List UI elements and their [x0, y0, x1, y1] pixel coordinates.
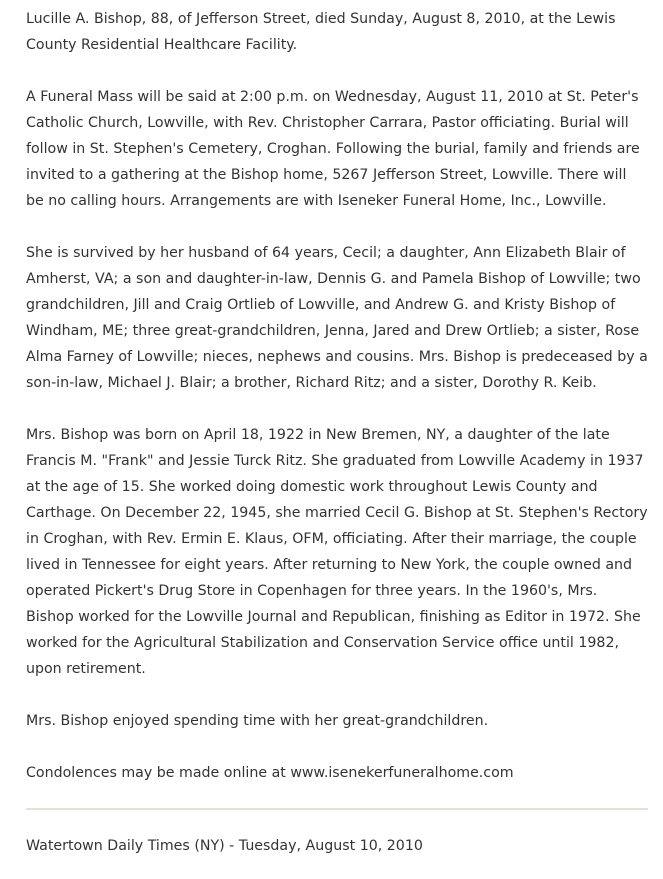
obituary-paragraph-hobbies: Mrs. Bishop enjoyed spending time with her great-grandchildren. — [26, 713, 489, 729]
section-divider — [26, 808, 648, 810]
publication-source: Watertown Daily Times (NY) - Tuesday, August 10, 2010 — [26, 838, 423, 854]
obituary-paragraph-condolences: Condolences may be made online at www.isenekerfuneralhome.com — [26, 765, 514, 781]
obituary-paragraph-biography: Mrs. Bishop was born on April 18, 1922 in New Bremen, NY, a daughter of the late Francis M. "Frank" and Jessie Turck Ritz. She graduated from Lowville Academy in 1937 at the age of 15. She worked doing domestic work throughout Lewis County and Carthage. On December 22, 1945, she married Cecil G. Bishop at St. Stephen's Rectory in Croghan, with Rev. Ermin E. Klaus, OFM, officiating. After their marriage, the couple lived in Tennessee for eight years. After returning to New York, the couple owned and operated Pickert's Drug Store in Copenhagen for three years. In the 1960's, Mrs. Bishop worked for the Lowville Journal and Republican, finishing as Editor in 1972. She worked for the Agricultural Stabilization and Conservation Service office until 1982, upon retirement. — [26, 427, 648, 677]
obituary-body — [26, 6, 648, 812]
obituary-paragraph-survivors: She is survived by her husband of 64 years, Cecil; a daughter, Ann Elizabeth Blair of Amherst, VA; a son and daughter-in-law, Dennis G. and Pamela Bishop of Lowville; two grandchildren, Jill and Craig Ortlieb of Lowville, and Andrew G. and Kristy Bishop of Windham, ME; three great-grandchildren, Jenna, Jared and Drew Ortlieb; a sister, Rose Alma Farney of Lowville; nieces, nephews and cousins. Mrs. Bishop is predeceased by a son-in-law, Michael J. Blair; a brother, Richard Ritz; and a sister, Dorothy R. Keib. — [26, 245, 648, 391]
obituary-paragraph-funeral-arrangements: A Funeral Mass will be said at 2:00 p.m. on Wednesday, August 11, 2010 at St. Peter's Catholic Church, Lowville, with Rev. Christopher Carrara, Pastor officiating. Burial will follow in St. Stephen's Cemetery, Croghan. Following the burial, family and friends are invited to a gathering at the Bishop home, 5267 Jefferson Street, Lowville. There will be no calling hours. Arrangements are with Iseneker Funeral Home, Inc., Lowville. — [26, 89, 640, 209]
obituary-paragraph-death-notice: Lucille A. Bishop, 88, of Jefferson Street, died Sunday, August 8, 2010, at the Lewis County Residential Healthcare Facility. — [26, 11, 616, 53]
